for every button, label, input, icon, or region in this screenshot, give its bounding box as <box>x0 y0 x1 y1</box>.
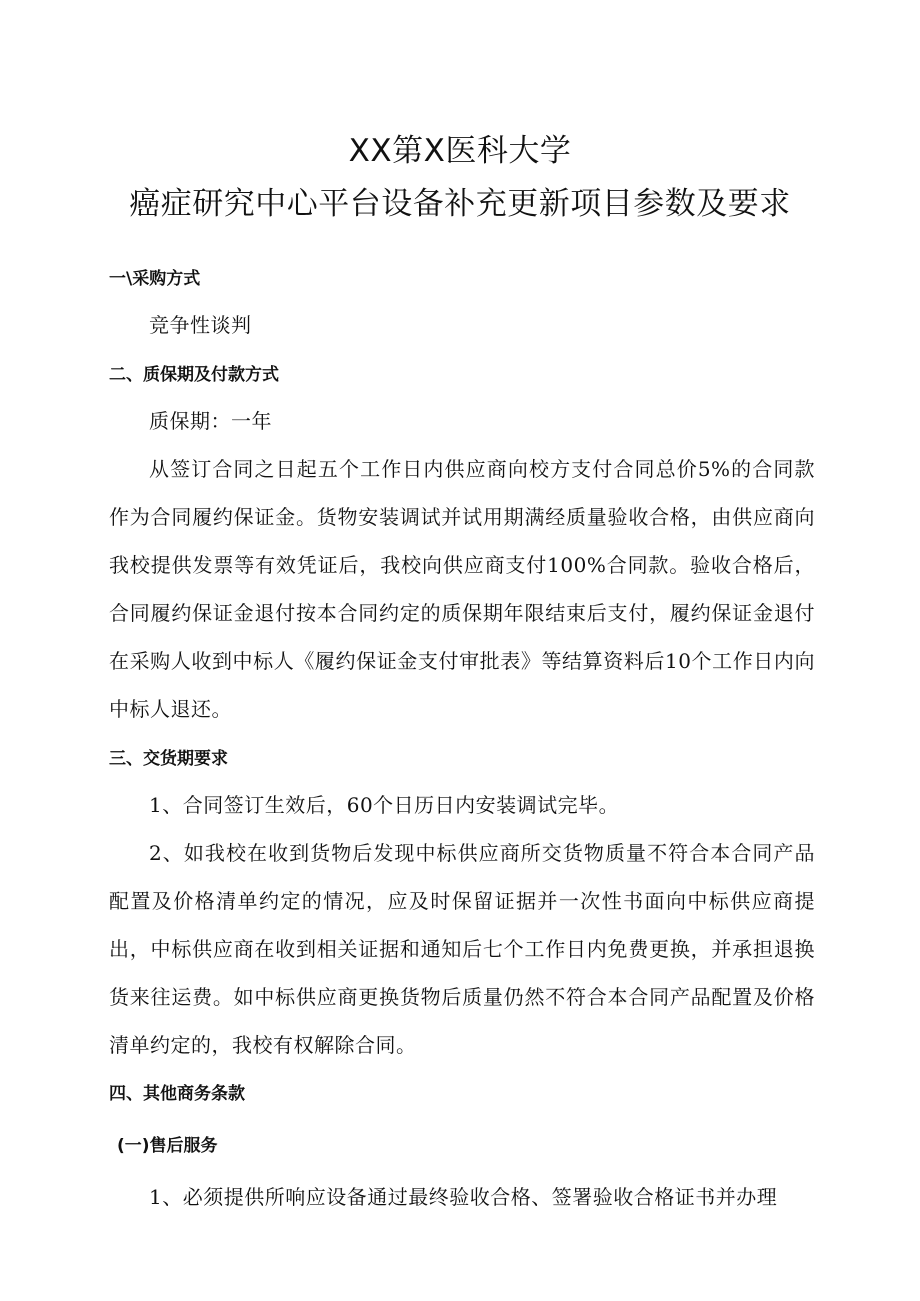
payment-terms-paragraph: 从签订合同之日起五个工作日内供应商向校方支付合同总价5%的合同款作为合同履约保证金。货物安装调试并试用期满经质量验收合格，由供应商向我校提供发票等有效凭证后，我校向供应商支付100%合同款。验收合格后，合同履约保证金退付按本合同约定的质保期年限结束后支付，履约保证金退付在采购人收到中标人《履约保证金支付审批表》等结算资料后10个工作日内向中标人退还。 <box>109 457 815 721</box>
section-heading-delivery: 三、交货期要求 <box>109 749 228 769</box>
purchase-method-text: 竞争性谈判 <box>149 313 252 337</box>
section-heading-warranty: 二、质保期及付款方式 <box>109 365 279 385</box>
section-heading-other-terms: 四、其他商务条款 <box>109 1084 245 1104</box>
document-title-line1: XX第X医科大学 <box>348 133 572 169</box>
subsection-heading-after-sales: (一)售后服务 <box>117 1136 218 1156</box>
after-sales-item-1: 1、必须提供所响应设备通过最终验收合格、签署验收合格证书并办理 <box>149 1185 778 1209</box>
delivery-item-2: 2、如我校在收到货物后发现中标供应商所交货物质量不符合本合同产品配置及价格清单约定的情况，应及时保留证据并一次性书面向中标供应商提出，中标供应商在收到相关证据和通知后七个工作日内免费更换，并承担退换货来往运费。如中标供应商更换货物后质量仍然不符合本合同产品配置及价格清单约定的，我校有权解除合同。 <box>109 841 815 1057</box>
section-heading-purchase: 一\采购方式 <box>109 269 201 289</box>
document-title-line2: 癌症研究中心平台设备补充更新项目参数及要求 <box>129 186 791 222</box>
warranty-period-text: 质保期：一年 <box>149 409 272 433</box>
delivery-item-1: 1、合同签订生效后，60个日历日内安装调试完毕。 <box>149 793 620 817</box>
